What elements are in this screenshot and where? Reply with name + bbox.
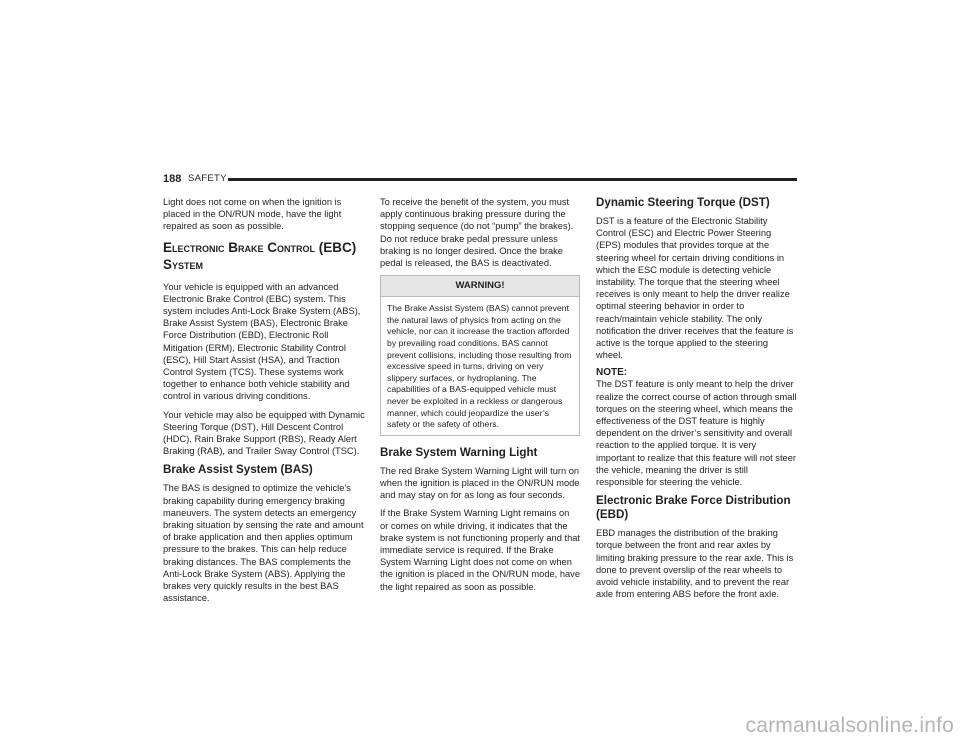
column-3: [596, 196, 797, 606]
watermark: carmanualsonline.info: [745, 714, 954, 737]
bswl-paragraph-2: If the Brake System Warning Light remains on or comes on while driving, it indicates that the brake system is not functioning properly and that immediate service is required. If the Brake System Warning Light does not come on when the ignition is placed in the ON/RUN mode, have the light repaired as soon as possible.: [380, 508, 580, 592]
section-title: SAFETY: [188, 173, 227, 184]
warning-text: The Brake Assist System (BAS) cannot prevent the natural laws of physics from acting on the vehicle, nor can it increase the traction afforded by prevailing road conditions. BAS cannot prevent collisions, including those resulting from excessive speed in turns, driving on very slippery surfaces, or hydroplaning. The capabilities of a BAS-equipped vehicle must never be exploited in a reckless or dangerous manner, which could jeopardize the user’s safety or the safety of others.: [381, 296, 579, 435]
dst-heading: Dynamic Steering Torque (DST): [596, 196, 770, 209]
warning-title: WARNING!: [381, 276, 579, 296]
column-2: [380, 196, 580, 599]
ebc-paragraph-2: Your vehicle may also be equipped with Dynamic Steering Torque (DST), Hill Descent Control (HDC), Rain Brake Support (RBS), Ready Alert Braking (RAB), and Trailer Sway Control (TSC).: [163, 409, 365, 457]
warning-box: [380, 275, 580, 436]
note-label: NOTE:: [596, 367, 628, 379]
bas-paragraph-2: To receive the benefit of the system, you must apply continuous braking pressure during the stopping sequence (do not “pump” the brakes). Do not reduce brake pedal pressure unless braking is no longer desired. Once the brake pedal is released, the BAS is deactivated.: [380, 197, 574, 269]
bswl-heading: Brake System Warning Light: [380, 445, 538, 459]
dst-paragraph: DST is a feature of the Electronic Stability Control (ESC) and Electric Power Steering (EPS) modules that provides torque at the steering wheel for certain driving conditions in which the ESC module is detecting vehicle instability. The torque that the steering wheel receives is only meant to help the driver realize optimal steering behavior in order to reach/maintain vehicle stability. The only notification the driver receives that the feature is active is the torque applied to the steering wheel.: [596, 216, 794, 361]
ebc-paragraph-1: Your vehicle is equipped with an advanced Electronic Brake Control (EBC) system. This system includes Anti-Lock Brake System (ABS), Brake Assist System (BAS), Electronic Brake Force Distribution (EBD), Electronic Roll Mitigation (ERM), Electronic Stability Control (ESC), Hill Start Assist (HSA), and Traction Control System (TCS). These systems work together to enhance both vehicle stability and control in various driving conditions.: [163, 281, 361, 402]
intro-paragraph: Light does not come on when the ignition is placed in the ON/RUN mode, have the light repaired as soon as possible.: [163, 197, 342, 232]
column-1: [163, 196, 365, 610]
bswl-paragraph-1: The red Brake System Warning Light will turn on when the ignition is placed in the ON/RUN mode and may stay on for as long as four seconds.: [380, 465, 580, 501]
ebd-paragraph: EBD manages the distribution of the braking torque between the front and rear axles by limiting braking pressure to the rear axle. This is done to prevent overslip of the rear wheels to avoid vehicle instability, and to prevent the rear axle from entering ABS before the front axle.: [596, 528, 794, 600]
note-text: The DST feature is only meant to help the driver realize the correct course of action through small torques on the steering wheel, which means the effectiveness of the DST feature is highly dependent on the driver’s sensitivity and overall reaction to the applied torque. It is very important to realize that this feature will not steer the vehicle, meaning the driver is still responsible for steering the vehicle.: [596, 379, 797, 488]
bas-paragraph-1: The BAS is designed to optimize the vehicle’s braking capability during emergency braking maneuvers. The system detects an emergency braking situation by sensing the rate and amount of brake application and then applies optimum pressure to the brakes. This can help reduce braking distances. The BAS complements the Anti-Lock Brake System (ABS). Applying the brakes very quickly results in the best BAS assistance.: [163, 483, 364, 604]
ebc-heading: Electronic Brake Control (EBC) System: [163, 239, 357, 272]
ebd-heading: Electronic Brake Force Distribution (EBD): [596, 494, 791, 522]
header-rule: [228, 178, 797, 181]
page-number: 188: [163, 173, 182, 185]
page-header: [163, 171, 797, 187]
bas-heading: Brake Assist System (BAS): [163, 463, 313, 477]
